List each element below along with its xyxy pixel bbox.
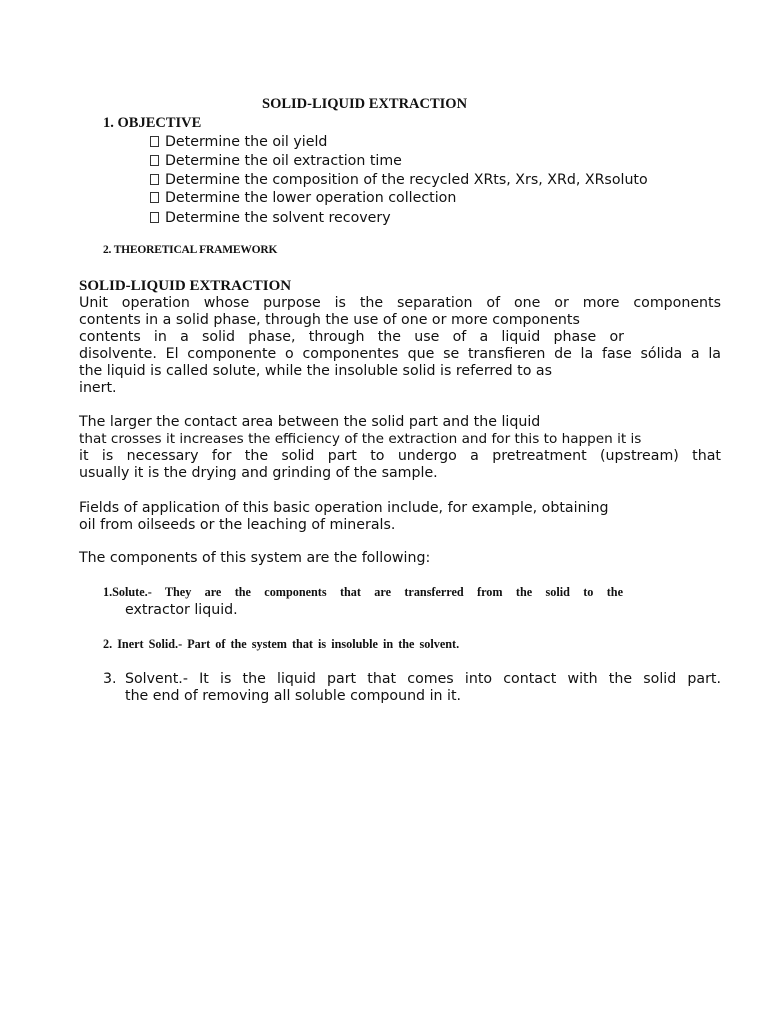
objective-item: Determine the lower operation collection bbox=[150, 190, 456, 206]
paragraph-line: disolvente. El componente o componentes que se transfieren de la fase sólida a la bbox=[79, 346, 721, 362]
paragraph-line: inert. bbox=[79, 380, 117, 396]
component-solvent-number: 3. bbox=[103, 671, 117, 687]
paragraph-components-intro bbox=[79, 550, 721, 567]
checkbox-icon bbox=[150, 136, 159, 147]
paragraph-line: usually it is the drying and grinding of the sample. bbox=[79, 465, 438, 481]
paragraph-line: contents in a solid phase, through the use of one or more components bbox=[79, 312, 580, 328]
objective-heading: 1. OBJECTIVE bbox=[103, 115, 202, 131]
paragraph-applications bbox=[79, 500, 721, 534]
checkbox-icon bbox=[150, 192, 159, 203]
paragraph-line: the liquid is called solute, while the insoluble solid is referred to as bbox=[79, 363, 553, 379]
checkbox-icon bbox=[150, 155, 159, 166]
paragraph-line: it is necessary for the solid part to undergo a pretreatment (upstream) that bbox=[79, 448, 721, 464]
component-solvent: Solvent.- It is the liquid part that comes into contact with the solid part. bbox=[125, 671, 721, 687]
section-heading: SOLID-LIQUID EXTRACTION bbox=[79, 278, 292, 294]
component-solute: 1.Solute.- They are the components that are transferred from the solid to the bbox=[103, 585, 623, 599]
objective-item: Determine the solvent recovery bbox=[150, 210, 391, 226]
paragraph-line: Unit operation whose purpose is the separation of one or more components bbox=[79, 295, 721, 311]
paragraph-line: The components of this system are the following: bbox=[79, 550, 431, 566]
paragraph-line: contents in a solid phase, through the use of a liquid phase or bbox=[79, 329, 624, 345]
framework-heading: 2. THEORETICAL FRAMEWORK bbox=[103, 244, 278, 256]
paragraph-line: oil from oilseeds or the leaching of minerals. bbox=[79, 517, 396, 533]
paragraph-line: Fields of application of this basic operation include, for example, obtaining bbox=[79, 500, 609, 516]
paragraph-contact-area bbox=[79, 414, 721, 482]
paragraph-line: The larger the contact area between the solid part and the liquid bbox=[79, 414, 541, 430]
objective-item: Determine the oil extraction time bbox=[150, 153, 402, 169]
paragraph-definition bbox=[79, 295, 721, 397]
checkbox-icon bbox=[150, 174, 159, 185]
document-title: SOLID-LIQUID EXTRACTION bbox=[262, 96, 468, 112]
component-solute-continuation: extractor liquid. bbox=[125, 602, 238, 618]
objective-item: Determine the oil yield bbox=[150, 134, 327, 150]
objective-item: Determine the composition of the recycled XRts, Xrs, XRd, XRsoluto bbox=[150, 172, 648, 188]
checkbox-icon bbox=[150, 212, 159, 223]
component-inert-solid: 2. Inert Solid.- Part of the system that is insoluble in the solvent. bbox=[103, 637, 460, 651]
paragraph-line: that crosses it increases the efficiency of the extraction and for this to happen it is bbox=[79, 431, 642, 447]
component-solvent-continuation: the end of removing all soluble compound in it. bbox=[125, 688, 462, 704]
